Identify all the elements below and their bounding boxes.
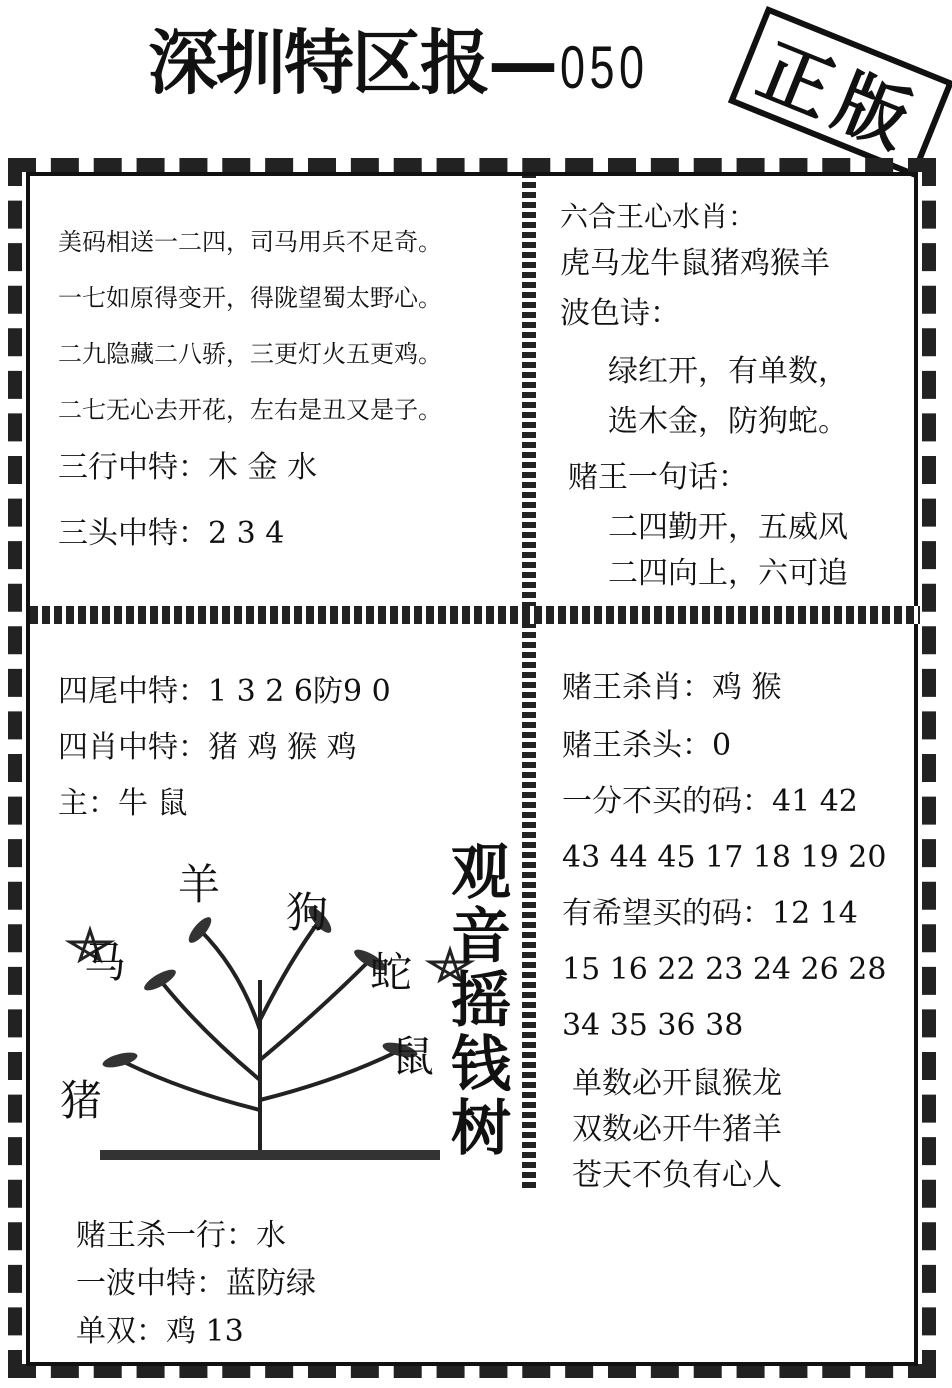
tree-title: 观音摇钱树	[441, 840, 511, 1160]
issue-number: 050	[560, 34, 649, 101]
siwei-line: 四尾中特：1 3 2 6防9 0	[58, 674, 391, 709]
poem-line-4: 二七无心去开花，左右是丑又是子。	[58, 396, 442, 424]
closing-line-1: 单数必开鼠猴龙	[572, 1066, 782, 1101]
yibo-line: 一波中特：蓝防绿	[76, 1266, 316, 1301]
bose-line-2: 选木金，防狗蛇。	[608, 404, 848, 439]
art-label-gou: 狗	[286, 888, 329, 937]
xiwang-line-1: 有希望买的码：12 14	[562, 896, 858, 931]
duwang-line-2: 二四向上，六可追	[608, 556, 848, 591]
liuhe-label: 六合王心水肖：	[560, 200, 757, 233]
xiwang-line-3: 34 35 36 38	[562, 1008, 744, 1043]
shayixing-line: 赌王杀一行：水	[76, 1218, 286, 1253]
art-label-zhu: 猪	[60, 1076, 103, 1125]
liuhe-value: 虎马龙牛鼠猪鸡猴羊	[560, 246, 830, 281]
sanxing-line: 三行中特：木 金 水	[58, 450, 318, 485]
bumai-line-1: 一分不买的码：41 42	[562, 784, 858, 819]
zhu-line: 主：牛 鼠	[58, 786, 188, 821]
xiwang-line-2: 15 16 22 23 24 26 28	[562, 952, 887, 987]
duwang-line-1: 二四勤开，五威风	[608, 510, 848, 545]
bose-line-1: 绿红开，有单数，	[608, 354, 848, 389]
art-label-shu: 鼠	[392, 1032, 435, 1081]
closing-line-3: 苍天不负有心人	[572, 1158, 782, 1193]
art-label-ma: 马	[84, 938, 127, 987]
horizontal-divider	[30, 606, 920, 624]
shaxiao-line: 赌王杀肖：鸡 猴	[562, 670, 782, 705]
bose-label: 波色诗：	[560, 296, 680, 331]
page-title: 深圳特区报—	[148, 22, 556, 104]
bumai-line-2: 43 44 45 17 18 19 20	[562, 840, 887, 875]
shatou-line: 赌王杀头：0	[562, 728, 732, 763]
sixiao-line: 四肖中特：猪 鸡 猴 鸡	[58, 730, 357, 765]
poem-line-3: 二九隐藏二八骄，三更灯火五更鸡。	[58, 340, 442, 368]
genuine-stamp: 正版	[728, 6, 952, 178]
duwang-label: 赌王一句话：	[568, 460, 748, 495]
art-label-she: 蛇	[370, 948, 413, 997]
closing-line-2: 双数必开牛猪羊	[572, 1112, 782, 1147]
poem-line-1: 美码相送一二四，司马用兵不足奇。	[58, 228, 442, 256]
poem-line-2: 一七如原得变开，得陇望蜀太野心。	[58, 284, 442, 312]
santou-line: 三头中特：2 3 4	[58, 516, 285, 551]
art-label-yang: 羊	[178, 860, 221, 909]
vertical-divider	[522, 176, 536, 1188]
danshuang-line: 单双：鸡 13	[76, 1314, 244, 1349]
